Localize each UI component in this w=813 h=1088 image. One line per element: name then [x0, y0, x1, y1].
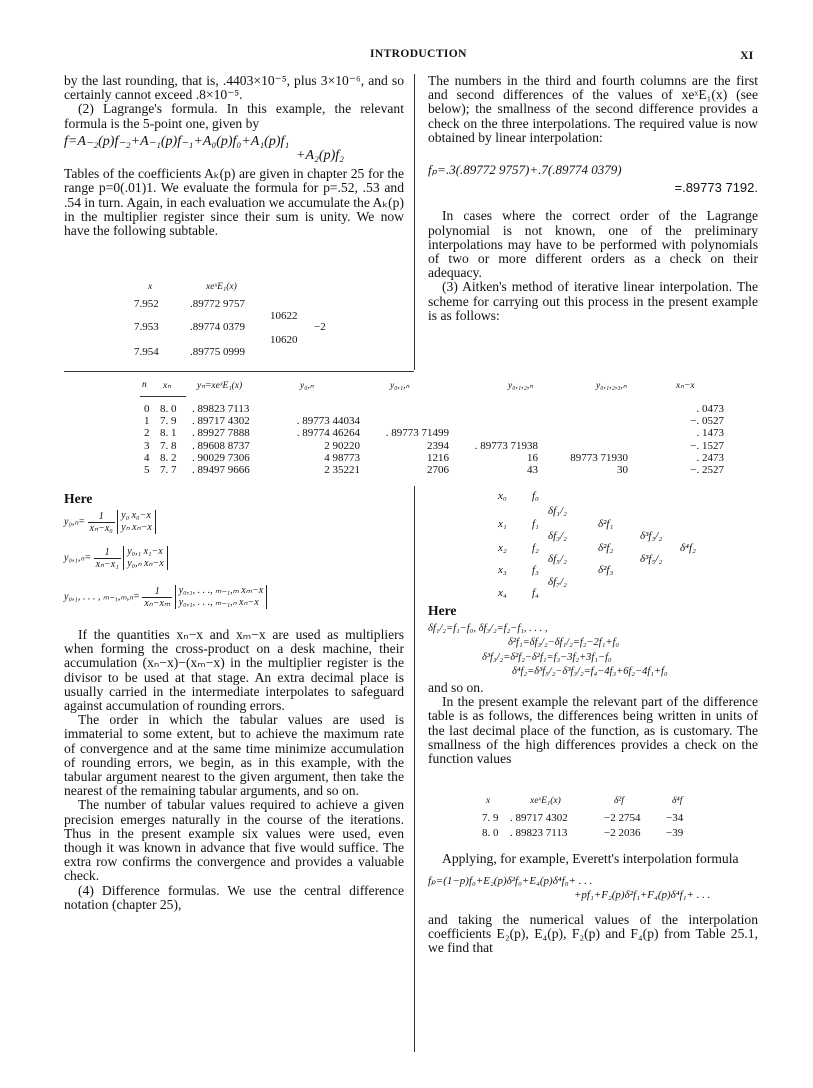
aitken-y012n: 16: [527, 451, 538, 464]
scheme-d2: δ²f₂: [598, 542, 614, 554]
here-heading: Here: [428, 603, 457, 618]
scheme-d1: δf₇/₂: [548, 576, 567, 588]
formula-lhs: y₀,₁,ₙ=: [64, 552, 92, 564]
dtable-header: δ⁴f: [672, 796, 683, 806]
dtable-cell: . 89717 4302: [510, 812, 568, 824]
scheme-x: x₁: [498, 518, 507, 530]
equation: δ³f₃/₂=δ²f₂−δ²f₁=f₃−3f₂+3f₁−f₀: [482, 651, 612, 663]
scheme-f: f₄: [532, 587, 539, 599]
aitken-y0n: . 89774 46264: [296, 427, 360, 440]
subtable-cell: .89772 9757: [190, 298, 245, 310]
scheme-x: x₄: [498, 587, 507, 599]
scheme-f: f₀: [532, 490, 539, 502]
aitken-y01n: 2706: [427, 464, 449, 476]
page-number: XI: [740, 48, 754, 62]
subtable-diff: 10620: [270, 334, 298, 346]
aitken-dx: . 2473: [696, 451, 724, 464]
dtable-cell: −2 2754: [604, 812, 641, 824]
dtable-cell: 7. 9: [482, 812, 499, 824]
scheme-d3: δ³f₅/₂: [640, 553, 663, 565]
aitken-y012n: . 89773 71938: [474, 439, 538, 452]
subtable-second-diff: −2: [314, 321, 326, 333]
aitken-y01n: 1216: [427, 451, 449, 464]
aitken-y0n: . 89773 44034: [296, 415, 360, 428]
aitken-y01n: 2394: [427, 439, 449, 452]
aitken-y0n: 4 98773: [324, 451, 360, 464]
paragraph: The number of tabular values required to achieve a given precision emerges naturally in the course of the iterations. Thus in the present example six values were used, even though it was known in advance that five would suffice. The extra row confirms the convergence and provides a valuable check.: [64, 797, 404, 884]
paragraph: and taking the numerical values of the interpolation coefficients E₂(p), E₄(p), F₂(p) and F₄(p) from Table 25.1, we find that: [428, 911, 758, 956]
left-bottom-text: [64, 628, 404, 912]
formula-lhs: y₀,ₙ=: [64, 516, 86, 528]
scheme-f: f₃: [532, 564, 539, 576]
subtable-header: xeˣE₁(x): [206, 282, 237, 292]
equation: =.89773 7192.: [674, 180, 758, 196]
aitken-x: 7. 9: [160, 415, 177, 428]
aitken-y: . 90029 7306: [192, 451, 250, 464]
equation: fₚ=.3(.89772 9757)+.7(.89774 0379): [428, 162, 622, 178]
aitken-x: 8. 1: [160, 427, 177, 440]
aitken-y01n: . 89773 71499: [385, 427, 449, 440]
paragraph: (2) Lagrange's formula. In this example, the relevant formula is the 5-point one, given by: [64, 101, 404, 131]
paragraph: Tables of the coefficients Aₖ(p) are given in chapter 25 for the range p=0(.01)1. We evaluate the formula for p=.52, .53 and .54 in turn. Again, in each evaluation we accumulate the Aₖ(p) in the multiplier register since their sum is unity. We now have the following subtable.: [64, 166, 404, 239]
aitken-header: y₀,₁,₂,ₙ: [508, 381, 534, 391]
subtable-cell: .89774 0379: [190, 321, 245, 333]
aitken-header: yₙ=xeˣE₁(x): [197, 381, 243, 391]
aitken-dx: . 0473: [696, 403, 724, 415]
dtable-cell: . 89823 7113: [510, 827, 568, 839]
aitken-y: . 89497 9666: [192, 464, 250, 476]
aitken-dx: −. 1527: [690, 439, 724, 452]
dtable-header: δ²f: [614, 796, 624, 806]
aitken-n: 0: [144, 403, 150, 415]
column-divider: [414, 486, 415, 1052]
scheme-d3: δ³f₃/₂: [640, 530, 663, 542]
subtable-cell: .89775 0999: [190, 346, 245, 358]
scheme-f: f₂: [532, 542, 539, 554]
scheme-d1: δf₃/₂: [548, 530, 567, 542]
aitken-y: . 89927 7888: [192, 427, 250, 440]
fraction: $\frac{1}{\text{xₙ−x₁}}$: [95, 546, 119, 570]
scheme-d1: δf₅/₂: [548, 553, 567, 565]
aitken-header: n: [142, 380, 147, 390]
section-rule: [64, 371, 414, 372]
here-heading: Here: [64, 491, 93, 506]
aitken-x: 7. 8: [160, 439, 177, 452]
aitken-dx: −. 0527: [690, 415, 724, 428]
paragraph: The order in which the tabular values are used is immaterial to some extent, but to achieve the maximum rate of convergence and at the same time minimize accumulation of rounding errors, we begin, as in this example, with the tabular argument nearest to the given argument, then take the nearest of the remaining tabular arguments, and so on.: [64, 712, 404, 799]
aitken-y0123n: 30: [617, 464, 628, 476]
header-underline: [140, 396, 186, 397]
aitken-y: . 89717 4302: [192, 415, 250, 428]
fraction: $\frac{1}{\text{xₙ−x₀}}$: [89, 510, 113, 534]
dtable-cell: −2 2036: [604, 827, 641, 839]
equation: +pf₁+F₂(p)δ²f₁+F₄(p)δ⁴f₁+ . . .: [574, 889, 711, 902]
aitken-y: . 89608 8737: [192, 439, 250, 452]
aitken-formula: [64, 510, 156, 534]
scheme-d2: δ²f₃: [598, 564, 614, 576]
aitken-header: xₙ: [163, 381, 172, 391]
aitken-header: xₙ−x: [676, 381, 695, 391]
dtable-header: x: [486, 796, 491, 806]
aitken-y0123n: 89773 71930: [570, 451, 628, 464]
aitken-dx: −. 2527: [690, 464, 724, 476]
scheme-f: f₁: [532, 518, 539, 530]
fraction: $\frac{1}{\text{xₙ−xₘ}}$: [144, 585, 171, 609]
aitken-n: 5: [144, 464, 150, 476]
equation: fₚ=(1−p)f₀+E₂(p)δ²f₀+E₄(p)δ⁴f₀+ . . .: [428, 875, 593, 888]
aitken-n: 3: [144, 439, 150, 452]
aitken-n: 2: [144, 427, 150, 440]
paragraph: In cases where the correct order of the Lagrange polynomial is not known, one of the preliminary interpolations may have to be performed with polynomials of two or more different orders as a check on their adequacy.: [428, 208, 758, 281]
dtable-cell: −34: [666, 812, 684, 824]
aitken-header: y₀,₁,ₙ: [390, 381, 410, 391]
running-title: INTRODUCTION: [370, 48, 467, 60]
determinant: y₀,₁ x₁−x y₀,ₙ xₙ−x: [123, 546, 168, 570]
aitken-formula: [64, 585, 267, 609]
equation: δ⁴f₂=δ³f₅/₂−δ³f₃/₂=f₄−4f₃+6f₂−4f₁+f₀: [512, 665, 668, 677]
aitken-x: 8. 2: [160, 451, 177, 464]
equation: δ²f₁=δf₃/₂−δf₁/₂=f₂−2f₁+f₀: [508, 637, 620, 649]
determinant: y₀,₁, . . ., ₘ₋₁,ₘ xₘ−x y₀,₁, . . ., ₘ₋₁,ₙ xₙ−x: [175, 585, 267, 609]
paragraph: In the present example the relevant part of the difference table is as follows, the differences being written in units of the last decimal place of the function, as is customary. The smallness of the high differences provides a check on the function values: [428, 694, 758, 767]
aitken-y: . 89823 7113: [192, 403, 250, 415]
right-bottom-column: [428, 604, 758, 766]
left-top-column: [64, 74, 404, 238]
scheme-x: x₂: [498, 542, 507, 554]
subtable-diff: 10622: [270, 310, 298, 322]
aitken-header: y₀,ₙ: [300, 381, 314, 391]
aitken-formula: [64, 546, 168, 570]
equation: f=A₋₂(p)f₋₂+A₋₁(p)f₋₁+A₀(p)f₀+A₁(p)f₁: [64, 133, 290, 149]
aitken-x: 8. 0: [160, 403, 177, 415]
paragraph: by the last rounding, that is, .4403×10⁻⁵, plus 3×10⁻⁶, and so certainly cannot exceed .8×10⁻⁵.: [64, 73, 404, 103]
equation: δf₁/₂=f₁−f₀, δf₃/₂=f₂−f₁, . . . ,: [428, 623, 548, 635]
scheme-d2: δ²f₁: [598, 518, 614, 530]
formula-lhs: y₀,₁, . . . , ₘ₋₁,ₘ,ₙ=: [64, 591, 140, 603]
paragraph: If the quantities xₙ−x and xₘ−x are used as multipliers when forming the cross-product on a desk machine, their accumulation (xₙ−x)−(xₘ−x) in the multiplier register is the divisor to be used at that stage. An extra decimal place is usually carried in the intermediate interpolates to safeguard against accumulation of rounding errors.: [64, 627, 404, 714]
dtable-cell: 8. 0: [482, 827, 499, 839]
scheme-x: x₀: [498, 490, 507, 502]
subtable-cell: 7.954: [134, 346, 159, 358]
aitken-dx: . 1473: [696, 427, 724, 440]
scheme-d1: δf₁/₂: [548, 505, 567, 517]
aitken-x: 7. 7: [160, 464, 177, 476]
paragraph: and so on.: [428, 680, 484, 696]
paragraph: The numbers in the third and fourth columns are the first and second differences of the values of xeˣE₁(x) (see below); the smallness of the second difference provides a check on the three interpolations. The required value is now obtained by linear interpolation:: [428, 73, 758, 145]
scheme-x: x₃: [498, 564, 507, 576]
dtable-cell: −39: [666, 827, 684, 839]
subtable-cell: 7.953: [134, 321, 159, 333]
left-bottom-column: [64, 492, 404, 506]
scheme-d4: δ⁴f₂: [680, 542, 696, 554]
paragraph: Applying, for example, Everett's interpolation formula: [442, 851, 739, 866]
aitken-y0n: 2 90220: [324, 439, 360, 452]
page-header: [0, 48, 813, 68]
aitken-y012n: 43: [527, 464, 538, 476]
aitken-y0n: 2 35221: [324, 464, 360, 476]
column-divider: [414, 74, 415, 370]
right-bottom-tail: [428, 852, 758, 955]
aitken-n: 1: [144, 415, 150, 428]
dtable-header: xeˣE₁(x): [530, 796, 561, 806]
subtable-cell: 7.952: [134, 298, 159, 310]
aitken-n: 4: [144, 451, 150, 464]
paragraph: (3) Aitken's method of iterative linear interpolation. The scheme for carrying out this process in the present example is as follows:: [428, 279, 758, 323]
right-top-column: [428, 74, 758, 323]
equation: +A₂(p)f₂: [296, 148, 344, 164]
determinant: y₀ x₀−x yₙ xₙ−x: [117, 510, 156, 534]
subtable-header: x: [148, 282, 153, 292]
aitken-header: y₀,₁,₂,₃,ₙ: [596, 381, 627, 391]
paragraph: (4) Difference formulas. We use the central difference notation (chapter 25),: [64, 882, 404, 912]
